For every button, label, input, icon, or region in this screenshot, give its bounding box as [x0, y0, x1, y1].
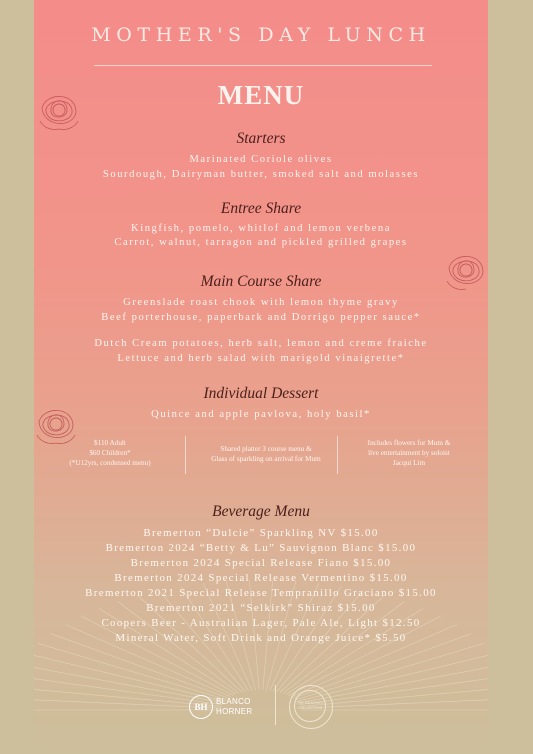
- extras-line: Jacqui Lim: [392, 459, 426, 467]
- menu-item: Kingfish, pomelo, whitlof and lemon verbena: [131, 223, 391, 234]
- shared-line: Glass of sparkling on arrival for Mum: [211, 455, 321, 463]
- entree-heading: Entree Share: [220, 200, 302, 217]
- menu-item: Greenslade roast chook with lemon thyme gravy: [123, 297, 399, 308]
- logo-text: BLANCO: [216, 697, 251, 706]
- menu-item: Beef porterhouse, paperbark and Dorrigo pepper sauce*: [101, 312, 421, 323]
- beverage-item: Bremerton 2024 Special Release Fiano $15.00: [130, 557, 392, 569]
- shared-line: Shared platter 3 course menu &: [220, 445, 312, 453]
- page-title: MOTHER'S DAY LUNCH: [91, 24, 431, 46]
- beverage-item: Mineral Water, Soft Drink and Orange Juice* $5.50: [115, 632, 407, 644]
- sunburst-ray: [283, 602, 404, 694]
- menu-item: Marinated Coriole olives: [189, 154, 333, 165]
- badge-text: THE BEACHES COLLECTION: [294, 690, 326, 722]
- extras-line: Includes flowers for Mum &: [367, 439, 451, 447]
- beverage-item: Bremerton 2021 Special Release Tempranillo Graciano $15.00: [85, 587, 437, 599]
- menu-item: Sourdough, Dairyman butter, smoked salt and molasses: [102, 169, 420, 180]
- shared-info: [196, 444, 336, 464]
- starters-heading: Starters: [236, 130, 286, 147]
- beverage-item: Bremerton 2024 “Betty & Lu” Sauvignon Blanc $15.00: [105, 542, 417, 554]
- beverage-item: Bremerton 2024 Special Release Vermentino $15.00: [114, 572, 408, 584]
- beverage-item: Coopers Beer - Australian Lager, Pale Ale, Light $12.50: [101, 617, 421, 629]
- logo-divider: [275, 685, 276, 725]
- extras-info: [344, 438, 474, 468]
- menu-card: [34, 0, 488, 754]
- sunburst-ray: [118, 602, 239, 694]
- extras-line: live entertainment by soloist: [368, 449, 450, 457]
- blanco-horner-logo: [189, 692, 269, 722]
- menu-label: MENU: [217, 80, 305, 110]
- badge-seal: [289, 685, 333, 729]
- menu-item: Carrot, walnut, tarragon and pickled grilled grapes: [114, 237, 408, 248]
- title-divider: [94, 65, 432, 66]
- price-line: $110 Adult: [94, 439, 126, 447]
- beverage-heading: Beverage Menu: [212, 503, 310, 520]
- price-line: $60 Children*: [89, 449, 131, 457]
- dessert-heading: Individual Dessert: [203, 385, 319, 402]
- beverage-item: Bremerton 2021 “Selkirk” Shiraz $15.00: [146, 602, 376, 614]
- menu-item: Lettuce and herb salad with marigold vinaigrette*: [117, 353, 405, 364]
- divider: [185, 436, 186, 474]
- beverage-item: Bremerton “Dulcie” Sparkling NV $15.00: [143, 527, 379, 539]
- price-line: (*U12yrs, condensed menu): [69, 459, 151, 467]
- main-heading: Main Course Share: [200, 273, 322, 290]
- menu-item: Quince and apple pavlova, holy basil*: [151, 409, 371, 420]
- price-info: [48, 438, 172, 468]
- menu-item: Dutch Cream potatoes, herb salt, lemon and creme fraiche: [94, 338, 428, 349]
- logo-text: HORNER: [216, 707, 253, 716]
- divider: [337, 436, 338, 474]
- logo-initials: BH: [189, 695, 213, 719]
